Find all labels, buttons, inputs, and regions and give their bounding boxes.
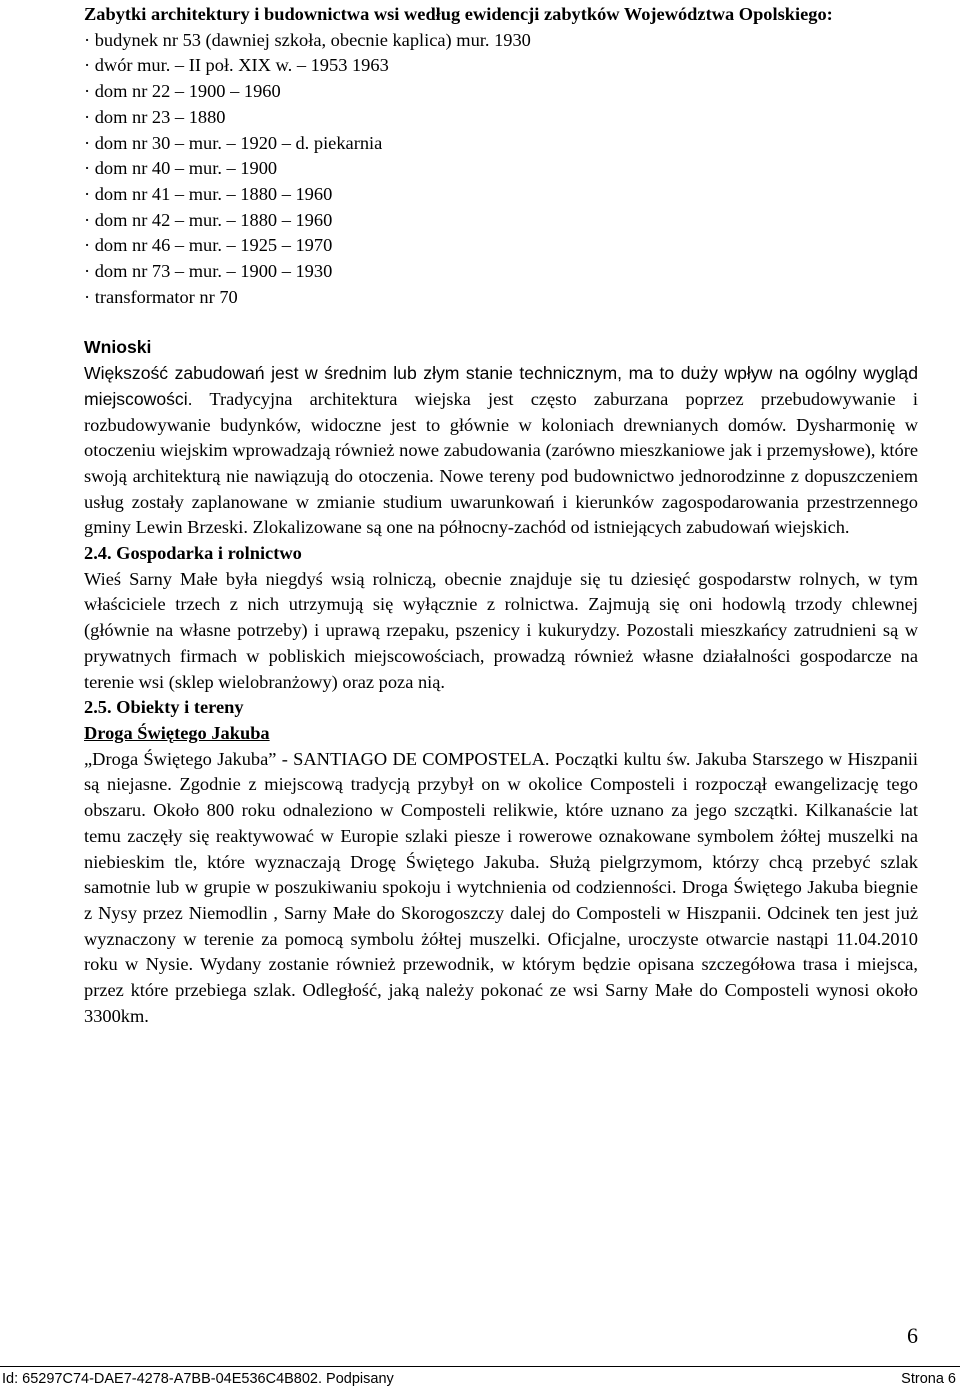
section-25-title: 2.5. Obiekty i tereny	[84, 697, 244, 718]
footer-document-id: Id: 65297C74-DAE7-4278-A7BB-04E536C4B802. Podpisany	[2, 1371, 394, 1387]
monuments-heading: Zabytki architektury i budownictwa wsi według ewidencji zabytków Województwa Opolskiego:	[84, 4, 833, 24]
section-25-paragraph: „Droga Świętego Jakuba” - SANTIAGO DE COMPOSTELA. Początki kultu św. Jakuba Starszego w Hiszpanii są niejasne. Zgodnie z miejscową tradycją przybył on w okolice Composteli i rozpoczął ewangelizację tego obszaru. Około 800 roku odnaleziono w Composteli relikwie, które uznano za jego szczątki. Kilkanaście lat temu zaczęły się reaktywować w Europie szlaki piesze i rowerowe oznakowane symbolem żółtej muszelki na niebieskim tle, które wyznaczają Drogę Świętego Jakuba. Służą pielgrzymom, którzy chcą przebyć szlak samotnie lub w grupie w poszukiwaniu spokoju i wytchnienia od codzienności. Droga Świętego Jakuba biegnie z Nysy przez Niemodlin , Sarny Małe do Skorogoszczy dalej do Composteli w Hiszpanii. Odcinek ten jest już wyznaczony w terenie za pomocą symbolu żółtej muszelki. Oficjalne, uroczyste otwarcie nastąpi 11.04.2010 roku w Nysie. Wydany zostanie również przewodnik, w którym będzie opisana szczegółowa trasa i miejsca, przez które przebiega szlak. Odległość, jaką należy pokonać ze wsi Sarny Małe do Composteli wynosi około 3300km.	[84, 748, 918, 1026]
conclusions-text: Tradycyjna architektura wiejska jest często zaburzana poprzez przebudowywanie i rozbudowywanie budynków, widoczne jest to głównie w koloniach drewnianych domów. Dysharmonię w otoczeniu wiejskim wprowadzają również nowe zabudowania (zarówno mieszkaniowe jak i przemysłowe), które swoją architekturą nie nawiązują do otoczenia. Nowe tereny pod budownictwo jednorodzinne z dopuszczeniem usług zostały zaplanowane w zmianie studium uwarunkowań i kierunków zagospodarowania przestrzennego gminy Lewin Brzeski. Zlokalizowane są one na północny-zachód od istniejących zabudowań wiejskich.	[84, 388, 918, 538]
page-number: 6	[907, 1323, 918, 1348]
section-25-subtitle: Droga Świętego Jakuba	[84, 722, 270, 743]
list-item: · dom nr 46 – mur. – 1925 – 1970	[84, 235, 333, 256]
list-item: · dom nr 41 – mur. – 1880 – 1960	[84, 183, 333, 204]
spacer	[84, 310, 918, 335]
footer-page-label: Strona 6	[901, 1371, 956, 1387]
list-item: · dom nr 40 – mur. – 1900	[84, 158, 278, 179]
list-item: · dom nr 42 – mur. – 1880 – 1960	[84, 209, 333, 230]
list-item: · dom nr 22 – 1900 – 1960	[84, 81, 281, 102]
conclusions-sans-text: Większość zabudowań jest w średnim lub złym stanie technicznym, ma to duży wpływ na ogólny wygląd miejscowości.	[84, 363, 918, 409]
list-item: · budynek nr 53 (dawniej szkoła, obecnie kaplica) mur. 1930	[84, 29, 531, 50]
section-24-paragraph: Wieś Sarny Małe była niegdyś wsią rolniczą, obecnie znajduje się tu dziesięć gospodarstw rolnych, w tym właściciele trzech z nich utrzymują się wyłącznie z rolnictwa. Zajmują się oni hodowlą trzody chlewnej (głównie na własne potrzeby) i uprawą rzepaku, pszenicy i kukurydzy. Pozostali mieszkańcy zatrudnieni są w prywatnych firmach w pobliskich miejscowościach, prowadzą również własne działalności gospodarcze na terenie wsi (sklep wielobranżowy) oraz poza nią.	[84, 568, 918, 692]
list-item: · dom nr 30 – mur. – 1920 – d. piekarnia	[84, 132, 383, 153]
list-item: · dom nr 73 – mur. – 1900 – 1930	[84, 261, 333, 282]
document-page	[84, 0, 918, 1029]
monuments-list	[84, 28, 918, 311]
conclusions-title: Wnioski	[84, 337, 152, 358]
list-item: · dwór mur. – II poł. XIX w. – 1953 1963	[84, 55, 389, 76]
conclusions-paragraph	[84, 361, 918, 541]
section-24-title: 2.4. Gospodarka i rolnictwo	[84, 543, 302, 564]
list-item: · transformator nr 70	[84, 286, 238, 307]
footer	[0, 1366, 960, 1391]
list-item: · dom nr 23 – 1880	[84, 106, 226, 127]
